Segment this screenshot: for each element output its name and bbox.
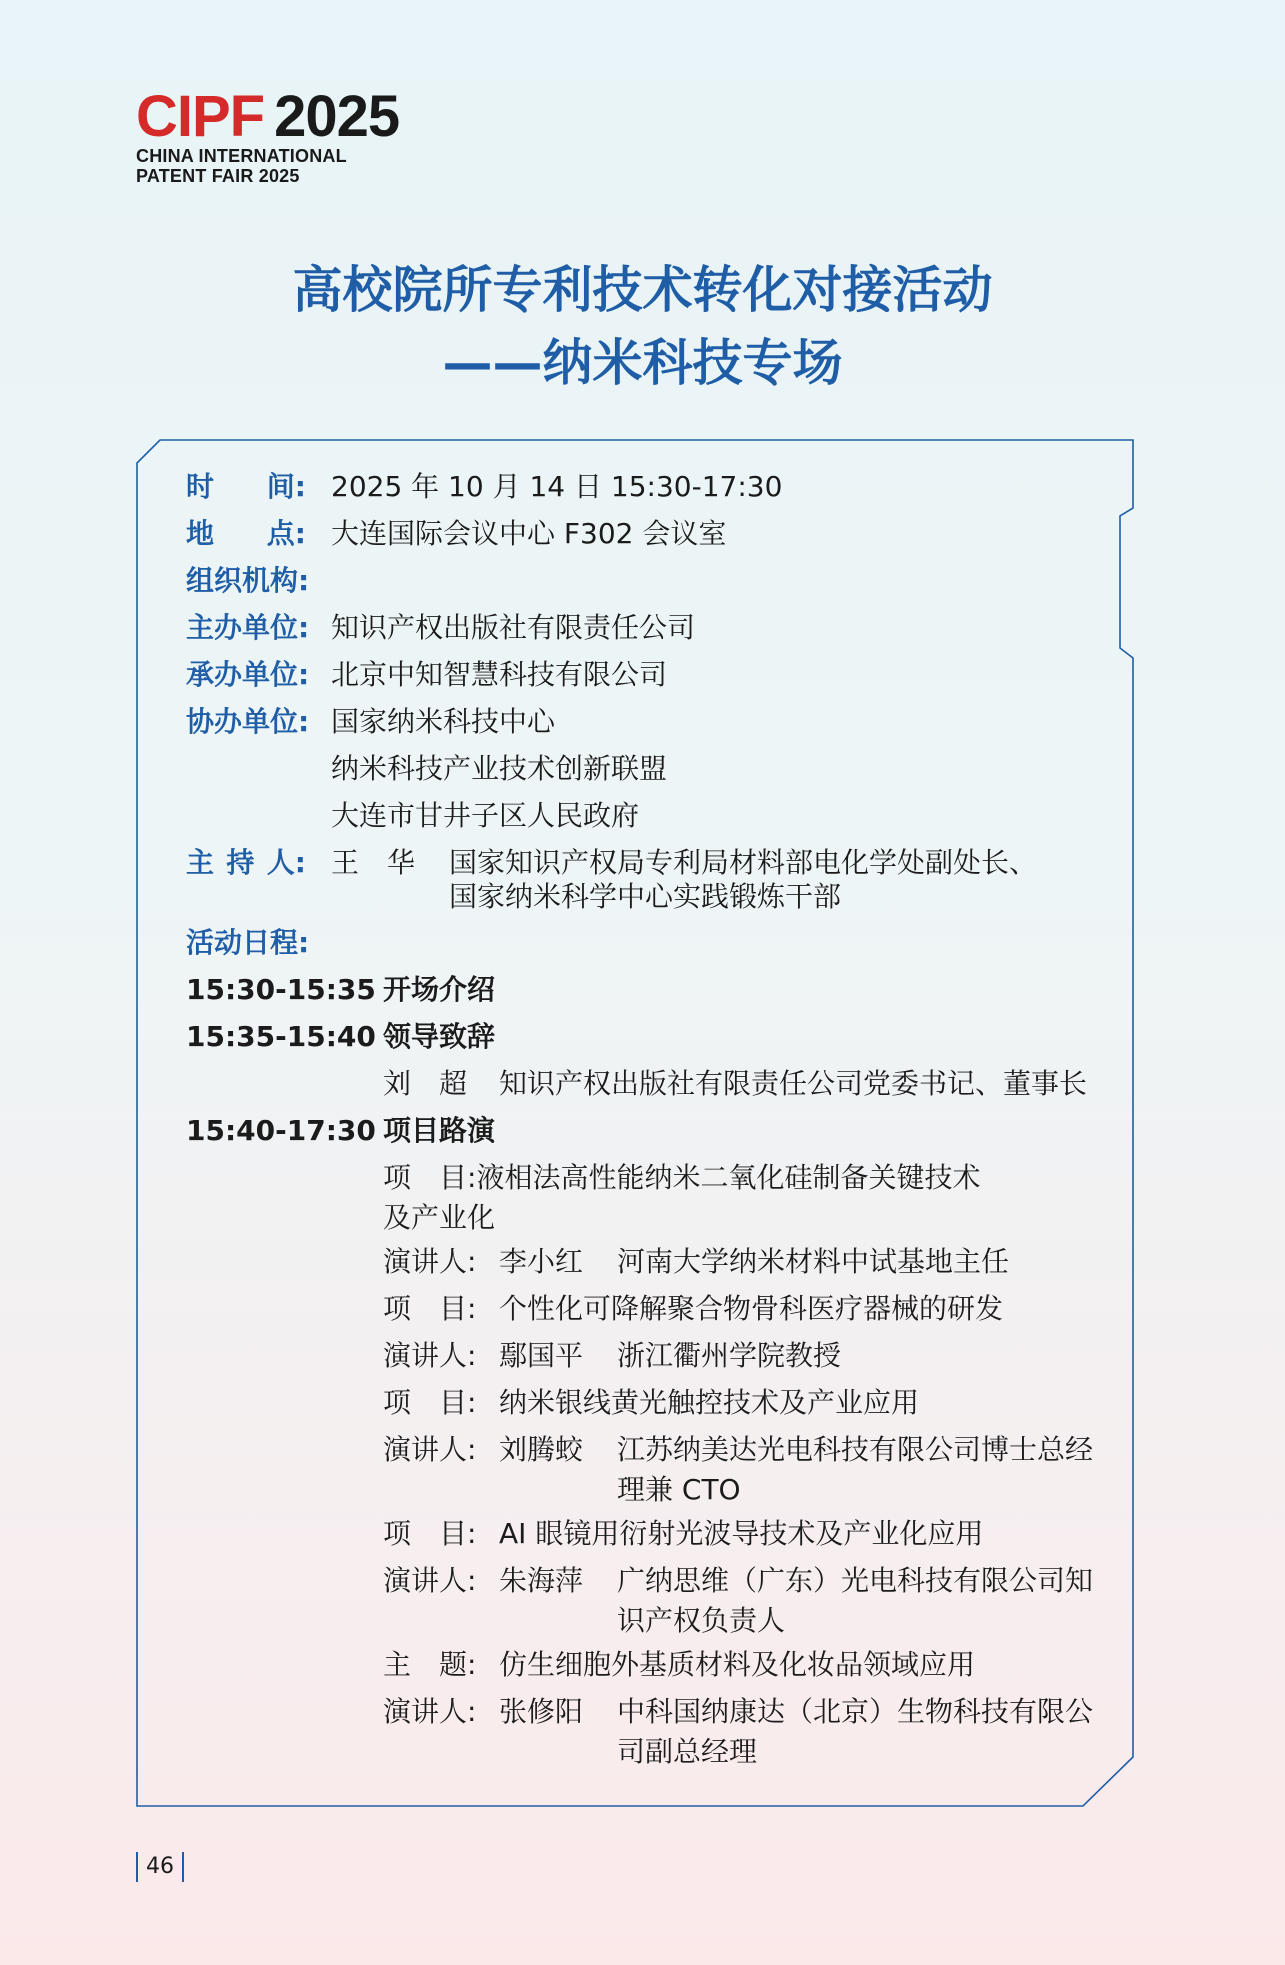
moderator-row [186, 839, 1106, 919]
host-org-label: 主办单位: [186, 611, 310, 644]
speaker-label: 演讲人: [383, 1695, 477, 1728]
assist-row-3 [186, 792, 1106, 839]
host-org-value: 知识产权出版社有限责任公司 [331, 611, 696, 644]
assist-label: 协办单位: [186, 705, 310, 738]
page-number: 46 [136, 1852, 184, 1882]
topic-row [186, 1641, 1106, 1688]
assist-value-2: 纳米科技产业技术创新联盟 [331, 752, 668, 785]
logo-subtitle-2: PATENT FAIR 2025 [136, 166, 300, 186]
speaker-name: 鄢国平 [499, 1339, 584, 1372]
project-row [186, 1510, 1106, 1557]
schedule-time: 15:40-17:30 [186, 1114, 376, 1147]
speaker-row [186, 1238, 1106, 1285]
assist-value-1: 国家纳米科技中心 [331, 705, 556, 738]
speaker-row [186, 1426, 1106, 1510]
logo-year: 2025 [274, 84, 400, 149]
undertake-value: 北京中知智慧科技有限公司 [331, 658, 668, 691]
leader-role: 知识产权出版社有限责任公司党委书记、董事长 [499, 1067, 1088, 1100]
speaker-name: 刘腾蛟 [499, 1433, 584, 1466]
speaker-row [186, 1332, 1106, 1379]
place-row [186, 510, 1106, 557]
project-label: 项 目: [383, 1161, 477, 1194]
topic-label: 主 题: [383, 1648, 477, 1681]
speaker-affiliation: 江苏纳美达光电科技有限公司博士总经理兼 CTO [617, 1433, 1094, 1506]
assist-row [186, 698, 1106, 745]
time-value: 2025 年 10 月 14 日 15:30-17:30 [331, 470, 783, 503]
schedule-title: 领导致辞 [383, 1020, 496, 1053]
undertake-label: 承办单位: [186, 658, 310, 691]
leader-row [186, 1060, 1106, 1107]
speaker-label: 演讲人: [383, 1245, 477, 1278]
speaker-name: 李小红 [499, 1245, 584, 1278]
org-label: 组织机构: [186, 564, 310, 597]
event-details [186, 463, 1106, 1772]
moderator-name: 王 华 [331, 846, 416, 879]
speaker-name: 张修阳 [499, 1695, 584, 1728]
time-row [186, 463, 1106, 510]
speaker-affiliation: 河南大学纳米材料中试基地主任 [617, 1245, 1010, 1278]
host-org-row [186, 604, 1106, 651]
speaker-name: 朱海萍 [499, 1564, 584, 1597]
leader-name: 刘 超 [383, 1067, 468, 1100]
project-title: 项 目:液相法高性能纳米二氧化硅制备关键技术及产业化 [383, 1161, 981, 1234]
project-title: 纳米银线黄光触控技术及产业应用 [499, 1386, 920, 1419]
project-row [186, 1285, 1106, 1332]
project-row [186, 1154, 1106, 1238]
project-label: 项 目: [383, 1292, 477, 1325]
time-label: 时 间: [186, 470, 306, 503]
page-subtitle: ——纳米科技专场 [442, 334, 843, 392]
undertake-row [186, 651, 1106, 698]
project-title: AI 眼镜用衍射光波导技术及产业化应用 [499, 1517, 984, 1550]
schedule-item [186, 1107, 1106, 1154]
schedule-label: 活动日程: [186, 926, 310, 959]
schedule-item [186, 966, 1106, 1013]
page-title: 高校院所专利技术转化对接活动 [292, 261, 993, 319]
project-row [186, 1379, 1106, 1426]
topic-title: 仿生细胞外基质材料及化妆品领域应用 [499, 1648, 976, 1681]
speaker-label: 演讲人: [383, 1564, 477, 1597]
org-row [186, 557, 1106, 604]
project-label: 项 目: [383, 1517, 477, 1550]
speaker-label: 演讲人: [383, 1433, 477, 1466]
logo-subtitle-1: CHINA INTERNATIONAL [136, 146, 347, 166]
speaker-affiliation: 广纳思维（广东）光电科技有限公司知识产权负责人 [617, 1564, 1094, 1637]
logo-brand: CIPF [136, 84, 265, 149]
speaker-label: 演讲人: [383, 1339, 477, 1372]
schedule-row [186, 919, 1106, 966]
speaker-affiliation: 中科国纳康达（北京）生物科技有限公司副总经理 [617, 1695, 1094, 1768]
place-value: 大连国际会议中心 F302 会议室 [331, 517, 727, 550]
project-label: 项 目: [383, 1386, 477, 1419]
assist-row-2 [186, 745, 1106, 792]
speaker-row [186, 1557, 1106, 1641]
moderator-label: 主 持 人: [186, 846, 306, 879]
schedule-title: 项目路演 [383, 1114, 496, 1147]
schedule-time: 15:35-15:40 [186, 1020, 376, 1053]
schedule-time: 15:30-15:35 [186, 973, 376, 1006]
project-title: 个性化可降解聚合物骨科医疗器械的研发 [499, 1292, 1004, 1325]
schedule-title: 开场介绍 [383, 973, 496, 1006]
speaker-row [186, 1688, 1106, 1772]
moderator-title: 国家知识产权局专利局材料部电化学处副处长、 国家纳米科学中心实践锻炼干部 [449, 846, 1038, 913]
schedule-item [186, 1013, 1106, 1060]
place-label: 地 点: [186, 517, 306, 550]
assist-value-3: 大连市甘井子区人民政府 [331, 799, 640, 832]
speaker-affiliation: 浙江衢州学院教授 [617, 1339, 842, 1372]
